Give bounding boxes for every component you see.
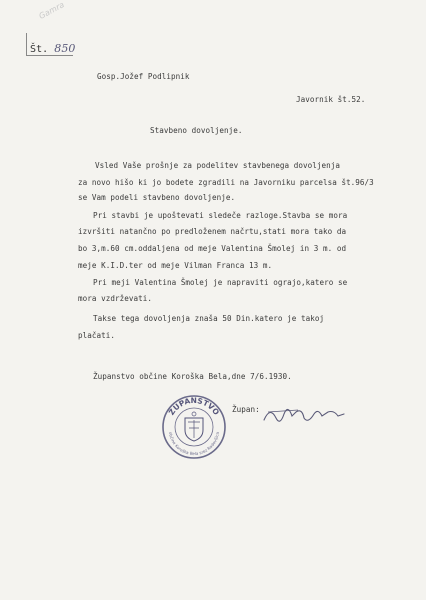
handwritten-signature [258, 400, 348, 430]
coat-of-arms-icon [185, 412, 203, 441]
addressee: Gosp.Jožef Podlipnik [97, 72, 190, 81]
place-date-line: Županstvo občine Koroška Bela,dne 7/6.1930. [93, 372, 292, 381]
body-line: plačati. [78, 331, 115, 340]
watermark: Gamra [37, 0, 66, 21]
body-line: mora vzdrževati. [78, 294, 152, 303]
body-line: Pri stavbi je upoštevati sledeče razloge.Stavba se mora [93, 211, 348, 220]
subject-line: Stavbeno dovoljenje. [150, 126, 243, 135]
body-line: izvršiti natančno po predloženem načrtu,stati mora tako da [78, 227, 347, 236]
body-line: Pri meji Valentina Šmolej je napraviti ograjo,katero se [93, 278, 348, 287]
stamp-top-text: ŽUPANSTVO [166, 395, 222, 417]
body-line: meje K.I.D.ter od meje Vilman Franca 13 m. [78, 261, 273, 270]
signature-label: Župan: [232, 405, 260, 414]
body-line: Vsled Vaše prošnje za podelitev stavbenega dovoljenja [95, 161, 340, 170]
reference-number [30, 42, 75, 55]
reference-prefix: Št. [30, 44, 49, 55]
body-line: za novo hišo ki jo bodete zgradili na Javorniku parcelsa št.96/3 [78, 178, 374, 187]
body-line: bo 3,m.60 cm.oddaljena od meje Valentina Šmolej in 3 m. od [78, 244, 347, 253]
address: Javornik št.52. [296, 95, 366, 104]
stamp-bottom-text: občine Koroška Bela srez Radovljica [168, 431, 220, 457]
body-line: Takse tega dovoljenja znaša 50 Din.katero je takoj [93, 314, 325, 323]
reference-value: 850 [54, 42, 76, 55]
body-line: se Vam podeli stavbeno dovoljenje. [78, 193, 236, 202]
official-stamp [161, 394, 227, 460]
